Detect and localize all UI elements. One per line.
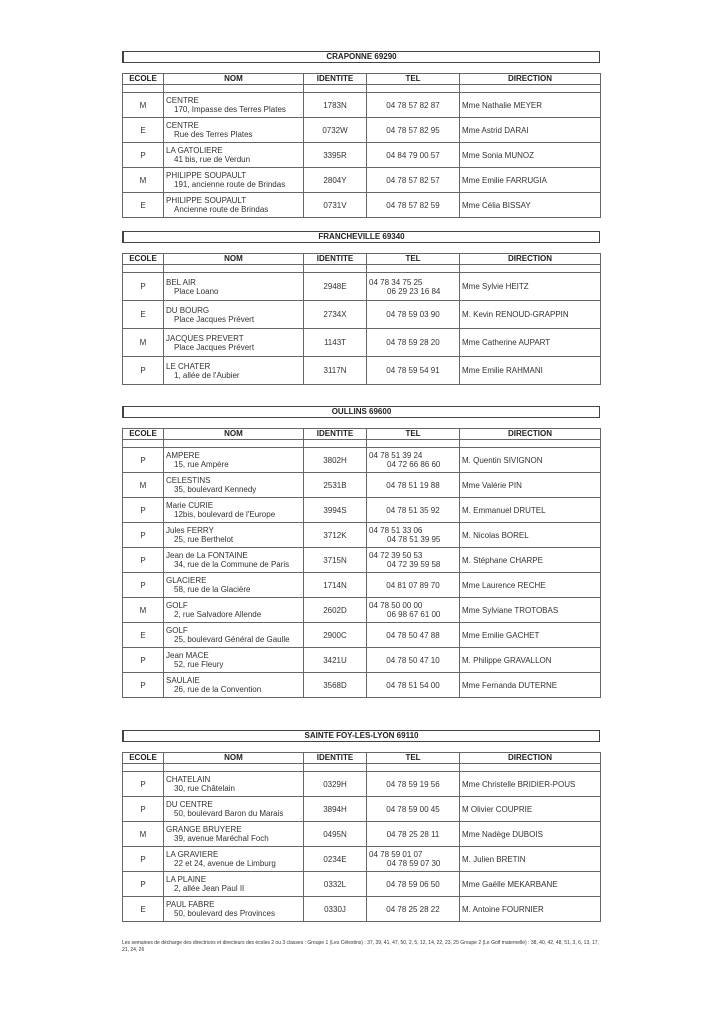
header-identite: IDENTITE xyxy=(304,429,367,440)
school-direction: M. Stéphane CHARPE xyxy=(460,548,601,573)
school-name: BEL AIR xyxy=(166,277,196,287)
table-row xyxy=(123,573,601,598)
school-identite: 1783N xyxy=(304,93,367,118)
school-identite: 2531B xyxy=(304,473,367,498)
header-direction: DIRECTION xyxy=(460,74,601,85)
school-address: 26, rue de la Convention xyxy=(174,685,262,694)
table-row xyxy=(123,523,601,548)
phone-number: 04 78 51 54 00 xyxy=(386,680,440,690)
table-row xyxy=(123,822,601,847)
school-direction: Mme Nadège DUBOIS xyxy=(460,822,601,847)
header-identite: IDENTITE xyxy=(304,753,367,764)
school-direction: Mme Nathalie MEYER xyxy=(460,93,601,118)
school-name: Jean MACE xyxy=(166,651,209,660)
school-direction: Mme Fernanda DUTERNE xyxy=(460,673,601,698)
school-tel-cell xyxy=(367,822,460,847)
phone-number: 06 29 23 16 84 xyxy=(387,286,441,296)
phone-number: 04 81 07 89 70 xyxy=(386,580,440,590)
city-title: OULLINS 69600 xyxy=(122,406,600,418)
school-direction: M Olivier COUPRIE xyxy=(460,797,601,822)
school-tel-cell xyxy=(367,872,460,897)
header-direction: DIRECTION xyxy=(460,753,601,764)
school-tel-cell xyxy=(367,523,460,548)
header-tel: TEL xyxy=(367,74,460,85)
school-address: 52, rue Fleury xyxy=(174,660,224,669)
school-name-cell xyxy=(164,772,304,797)
school-identite: 3894H xyxy=(304,797,367,822)
ecole-type: P xyxy=(123,498,164,523)
table-row xyxy=(123,648,601,673)
school-direction: M. Antoine FOURNIER xyxy=(460,897,601,922)
school-name: PHILIPPE SOUPAULT xyxy=(166,196,247,205)
school-name-cell xyxy=(164,623,304,648)
school-identite: 3568D xyxy=(304,673,367,698)
school-name-cell xyxy=(164,872,304,897)
school-identite: 3117N xyxy=(304,357,367,385)
ecole-type: P xyxy=(123,648,164,673)
blank-row xyxy=(123,265,601,273)
school-direction: Mme Emilie GACHET xyxy=(460,623,601,648)
school-address: 1, allée de l'Aubier xyxy=(174,370,240,380)
school-table xyxy=(122,73,601,218)
school-tel-cell xyxy=(367,797,460,822)
school-address: 2, rue Salvadore Allende xyxy=(174,610,262,619)
table-row xyxy=(123,847,601,872)
school-name-cell xyxy=(164,143,304,168)
school-name: CHATELAIN xyxy=(166,775,211,784)
footnote: Les semaines de décharge des directrices et directeurs des écoles 2 ou 3 classes : Groupe 1 (Les Célestins) : 37, 39, 41, 47, 50, 2, 5, 12, 14, 22, 23, 25 Groupe 2 (Le Golf maternelle) : 38, 40, 42, 48, 51, 3, 6, 13, 17, 21, 24, 26 xyxy=(122,940,599,953)
ecole-type: E xyxy=(123,897,164,922)
school-identite: 0732W xyxy=(304,118,367,143)
table-row xyxy=(123,772,601,797)
section-sainte-foy xyxy=(122,730,600,922)
school-name-cell xyxy=(164,273,304,301)
blank-cell xyxy=(164,265,304,273)
header-ecole: ECOLE xyxy=(123,74,164,85)
ecole-type: E xyxy=(123,301,164,329)
school-name: LA GRAVIERE xyxy=(166,850,219,859)
ecole-type: M xyxy=(123,168,164,193)
school-name-cell xyxy=(164,448,304,473)
phone-number: 04 78 59 01 07 xyxy=(369,850,423,859)
school-name-cell xyxy=(164,648,304,673)
school-name-cell xyxy=(164,193,304,218)
school-direction: Mme Laurence RECHE xyxy=(460,573,601,598)
school-identite: 0332L xyxy=(304,872,367,897)
school-address: 25, boulevard Général de Gaulle xyxy=(174,635,290,644)
phone-number: 04 78 25 28 22 xyxy=(386,904,440,914)
phone-number: 04 72 66 86 60 xyxy=(387,460,441,469)
blank-cell xyxy=(164,440,304,448)
school-name: LE CHATER xyxy=(166,361,211,371)
school-name: DU BOURG xyxy=(166,305,210,315)
blank-cell xyxy=(123,764,164,772)
school-name: SAULAIE xyxy=(166,676,200,685)
school-identite: 0330J xyxy=(304,897,367,922)
ecole-type: P xyxy=(123,273,164,301)
phone-number: 04 78 25 28 11 xyxy=(386,829,440,839)
school-tel-cell xyxy=(367,648,460,673)
phone-number: 04 78 50 47 10 xyxy=(386,655,440,665)
header-tel: TEL xyxy=(367,254,460,265)
school-address: Ancienne route de Brindas xyxy=(174,205,269,214)
school-name-cell xyxy=(164,523,304,548)
school-address: Place Jacques Prévert xyxy=(174,342,255,352)
phone-number: 04 78 59 54 91 xyxy=(386,366,440,375)
school-identite: 3712K xyxy=(304,523,367,548)
blank-cell xyxy=(460,764,601,772)
ecole-type: P xyxy=(123,872,164,897)
school-tel-cell xyxy=(367,329,460,357)
school-tel-cell xyxy=(367,772,460,797)
school-address: 50, boulevard des Provinces xyxy=(174,909,275,918)
school-identite: 1714N xyxy=(304,573,367,598)
school-tel-cell xyxy=(367,168,460,193)
table-row xyxy=(123,329,601,357)
school-identite: 0731V xyxy=(304,193,367,218)
school-identite: 3421U xyxy=(304,648,367,673)
school-name: LA PLAINE xyxy=(166,875,207,884)
header-nom: NOM xyxy=(164,753,304,764)
header-ecole: ECOLE xyxy=(123,254,164,265)
table-row xyxy=(123,448,601,473)
school-address: 191, ancienne route de Brindas xyxy=(174,180,286,189)
phone-number: 04 78 51 33 06 xyxy=(369,526,423,535)
school-name: DU CENTRE xyxy=(166,800,213,809)
table-row xyxy=(123,598,601,623)
header-direction: DIRECTION xyxy=(460,429,601,440)
school-identite: 0234E xyxy=(304,847,367,872)
header-identite: IDENTITE xyxy=(304,254,367,265)
school-name: CENTRE xyxy=(166,121,199,130)
phone-number: 04 72 39 59 58 xyxy=(387,560,441,569)
ecole-type: P xyxy=(123,523,164,548)
city-title: CRAPONNE 69290 xyxy=(122,51,600,63)
table-header-row xyxy=(123,753,601,764)
table-row xyxy=(123,118,601,143)
school-direction: Mme Valérie PIN xyxy=(460,473,601,498)
header-nom: NOM xyxy=(164,429,304,440)
blank-cell xyxy=(460,85,601,93)
ecole-type: M xyxy=(123,93,164,118)
school-name-cell xyxy=(164,797,304,822)
city-title: SAINTE FOY-LES-LYON 69110 xyxy=(122,730,600,742)
phone-number: 04 78 57 82 87 xyxy=(386,100,440,110)
school-address: 39, avenue Maréchal Foch xyxy=(174,834,269,843)
ecole-type: M xyxy=(123,473,164,498)
phone-number: 06 98 67 61 00 xyxy=(387,610,441,619)
school-name: Marie CURIE xyxy=(166,501,214,510)
school-name-cell xyxy=(164,573,304,598)
blank-cell xyxy=(460,265,601,273)
school-address: 35, boulevard Kennedy xyxy=(174,485,257,494)
header-tel: TEL xyxy=(367,429,460,440)
school-name: PAUL FABRE xyxy=(166,900,215,909)
ecole-type: P xyxy=(123,797,164,822)
school-tel-cell xyxy=(367,498,460,523)
school-direction: Mme Catherine AUPART xyxy=(460,329,601,357)
blank-cell xyxy=(367,764,460,772)
school-tel-cell xyxy=(367,448,460,473)
blank-cell xyxy=(367,85,460,93)
header-nom: NOM xyxy=(164,254,304,265)
school-table xyxy=(122,428,601,698)
blank-cell xyxy=(367,440,460,448)
school-direction: Mme Sonia MUNOZ xyxy=(460,143,601,168)
school-name-cell xyxy=(164,357,304,385)
school-address: 50, boulevard Baron du Marais xyxy=(174,809,284,818)
phone-number: 04 78 59 03 90 xyxy=(386,310,440,319)
phone-number: 04 78 59 19 56 xyxy=(386,779,440,789)
school-tel-cell xyxy=(367,673,460,698)
school-direction: Mme Célia BISSAY xyxy=(460,193,601,218)
school-name: JACQUES PREVERT xyxy=(166,333,244,343)
school-direction: Mme Emilie FARRUGIA xyxy=(460,168,601,193)
ecole-type: E xyxy=(123,193,164,218)
blank-cell xyxy=(123,265,164,273)
school-tel-cell xyxy=(367,273,460,301)
table-row xyxy=(123,473,601,498)
school-direction: M. Quentin SIVIGNON xyxy=(460,448,601,473)
school-name: Jules FERRY xyxy=(166,526,214,535)
ecole-type: M xyxy=(123,598,164,623)
school-identite: 3994S xyxy=(304,498,367,523)
school-name-cell xyxy=(164,897,304,922)
table-row xyxy=(123,273,601,301)
school-name: GOLF xyxy=(166,626,188,635)
school-address: 25, rue Berthelot xyxy=(174,535,234,544)
phone-number: 04 78 59 00 45 xyxy=(386,804,440,814)
ecole-type: P xyxy=(123,357,164,385)
table-row xyxy=(123,498,601,523)
school-identite: 3395R xyxy=(304,143,367,168)
school-address: 58, rue de la Glacière xyxy=(174,585,251,594)
school-name: AMPERE xyxy=(166,451,200,460)
school-direction: Mme Christelle BRIDIER-POUS xyxy=(460,772,601,797)
school-tel-cell xyxy=(367,847,460,872)
school-address: 34, rue de la Commune de Paris xyxy=(174,560,290,569)
school-name-cell xyxy=(164,118,304,143)
school-tel-cell xyxy=(367,193,460,218)
school-identite: 0495N xyxy=(304,822,367,847)
school-address: 22 et 24, avenue de Limburg xyxy=(174,859,276,868)
school-address: 30, rue Châtelain xyxy=(174,784,235,793)
table-row xyxy=(123,872,601,897)
school-tel-cell xyxy=(367,573,460,598)
school-name: GLACIERE xyxy=(166,576,207,585)
table-row xyxy=(123,143,601,168)
school-direction: Mme Emilie RAHMANI xyxy=(460,357,601,385)
school-direction: Mme Sylvie HEITZ xyxy=(460,273,601,301)
table-row xyxy=(123,548,601,573)
school-address: 41 bis, rue de Verdun xyxy=(174,155,251,164)
header-tel: TEL xyxy=(367,753,460,764)
table-header-row xyxy=(123,429,601,440)
school-tel-cell xyxy=(367,598,460,623)
school-name-cell xyxy=(164,598,304,623)
city-title: FRANCHEVILLE 69340 xyxy=(122,231,600,243)
school-name-cell xyxy=(164,168,304,193)
school-table xyxy=(122,752,601,922)
school-name-cell xyxy=(164,301,304,329)
school-address: 12bis, boulevard de l'Europe xyxy=(174,510,276,519)
phone-number: 04 84 79 00 57 xyxy=(386,150,440,160)
ecole-type: P xyxy=(123,673,164,698)
table-header-row xyxy=(123,254,601,265)
school-direction: M. Julien BRETIN xyxy=(460,847,601,872)
school-direction: M. Nicolas BOREL xyxy=(460,523,601,548)
school-name-cell xyxy=(164,847,304,872)
phone-number: 04 78 51 39 24 xyxy=(369,451,423,460)
ecole-type: P xyxy=(123,448,164,473)
school-table xyxy=(122,253,601,385)
school-address: 15, rue Ampère xyxy=(174,460,229,469)
blank-cell xyxy=(304,265,367,273)
ecole-type: P xyxy=(123,548,164,573)
phone-number: 04 72 39 50 53 xyxy=(369,551,423,560)
school-name: CENTRE xyxy=(166,96,199,105)
section-craponne xyxy=(122,51,600,218)
school-tel-cell xyxy=(367,93,460,118)
school-tel-cell xyxy=(367,623,460,648)
blank-row xyxy=(123,764,601,772)
header-identite: IDENTITE xyxy=(304,74,367,85)
blank-cell xyxy=(164,85,304,93)
school-name: GRANGE BRUYERE xyxy=(166,825,242,834)
blank-cell xyxy=(367,265,460,273)
phone-number: 04 78 57 82 59 xyxy=(386,200,440,210)
school-identite: 3715N xyxy=(304,548,367,573)
table-row xyxy=(123,193,601,218)
school-name-cell xyxy=(164,93,304,118)
school-tel-cell xyxy=(367,301,460,329)
table-row xyxy=(123,93,601,118)
school-tel-cell xyxy=(367,357,460,385)
ecole-type: P xyxy=(123,143,164,168)
blank-cell xyxy=(304,764,367,772)
school-name-cell xyxy=(164,329,304,357)
school-tel-cell xyxy=(367,143,460,168)
table-row xyxy=(123,673,601,698)
table-header-row xyxy=(123,74,601,85)
phone-number: 04 78 57 82 95 xyxy=(386,125,440,135)
school-identite: 2804Y xyxy=(304,168,367,193)
school-direction: Mme Sylviane TROTOBAS xyxy=(460,598,601,623)
school-tel-cell xyxy=(367,473,460,498)
school-direction: M. Kevin RENOUD-GRAPPIN xyxy=(460,301,601,329)
school-address: Place Loano xyxy=(174,286,219,296)
school-name-cell xyxy=(164,822,304,847)
blank-row xyxy=(123,440,601,448)
ecole-type: M xyxy=(123,329,164,357)
school-identite: 2602D xyxy=(304,598,367,623)
phone-number: 04 78 51 39 95 xyxy=(387,535,441,544)
table-row xyxy=(123,797,601,822)
ecole-type: P xyxy=(123,772,164,797)
school-identite: 2948E xyxy=(304,273,367,301)
blank-cell xyxy=(123,85,164,93)
phone-number: 04 78 59 07 30 xyxy=(387,859,441,868)
school-identite: 3802H xyxy=(304,448,367,473)
phone-number: 04 78 50 00 00 xyxy=(369,601,423,610)
blank-row xyxy=(123,85,601,93)
header-direction: DIRECTION xyxy=(460,254,601,265)
ecole-type: E xyxy=(123,118,164,143)
school-name-cell xyxy=(164,673,304,698)
phone-number: 04 78 51 35 92 xyxy=(386,505,440,515)
school-address: 170, Impasse des Terres Plates xyxy=(174,105,286,114)
school-tel-cell xyxy=(367,118,460,143)
school-direction: Mme Astrid DARAI xyxy=(460,118,601,143)
phone-number: 04 78 50 47 88 xyxy=(386,630,440,640)
blank-cell xyxy=(304,440,367,448)
school-tel-cell xyxy=(367,548,460,573)
table-row xyxy=(123,301,601,329)
table-row xyxy=(123,168,601,193)
table-row xyxy=(123,357,601,385)
phone-number: 04 78 57 82 57 xyxy=(386,175,440,185)
table-row xyxy=(123,897,601,922)
phone-number: 04 78 59 06 50 xyxy=(386,879,440,889)
school-name: Jean de La FONTAINE xyxy=(166,551,248,560)
school-name: CELESTINS xyxy=(166,476,211,485)
school-name-cell xyxy=(164,498,304,523)
table-row xyxy=(123,623,601,648)
phone-number: 04 78 59 28 20 xyxy=(386,338,440,347)
school-identite: 0329H xyxy=(304,772,367,797)
ecole-type: M xyxy=(123,822,164,847)
school-name: PHILIPPE SOUPAULT xyxy=(166,171,247,180)
header-ecole: ECOLE xyxy=(123,753,164,764)
blank-cell xyxy=(304,85,367,93)
blank-cell xyxy=(123,440,164,448)
ecole-type: P xyxy=(123,573,164,598)
school-name-cell xyxy=(164,473,304,498)
school-direction: Mme Gaëlle MEKARBANE xyxy=(460,872,601,897)
school-name-cell xyxy=(164,548,304,573)
school-address: 2, allée Jean Paul II xyxy=(174,884,245,893)
ecole-type: E xyxy=(123,623,164,648)
phone-number: 04 78 51 19 88 xyxy=(386,480,440,490)
header-ecole: ECOLE xyxy=(123,429,164,440)
school-direction: M. Philippe GRAVALLON xyxy=(460,648,601,673)
school-name: LA GATOLIERE xyxy=(166,146,223,155)
school-tel-cell xyxy=(367,897,460,922)
section-francheville xyxy=(122,231,600,385)
header-nom: NOM xyxy=(164,74,304,85)
school-address: Rue des Terres Plates xyxy=(174,130,253,139)
school-identite: 2900C xyxy=(304,623,367,648)
ecole-type: P xyxy=(123,847,164,872)
school-identite: 1143T xyxy=(304,329,367,357)
school-direction: M. Emmanuel DRUTEL xyxy=(460,498,601,523)
phone-number: 04 78 34 75 25 xyxy=(369,277,423,287)
school-identite: 2734X xyxy=(304,301,367,329)
blank-cell xyxy=(460,440,601,448)
school-address: Place Jacques Prévert xyxy=(174,314,255,324)
blank-cell xyxy=(164,764,304,772)
section-oullins xyxy=(122,406,600,698)
school-name: GOLF xyxy=(166,601,188,610)
